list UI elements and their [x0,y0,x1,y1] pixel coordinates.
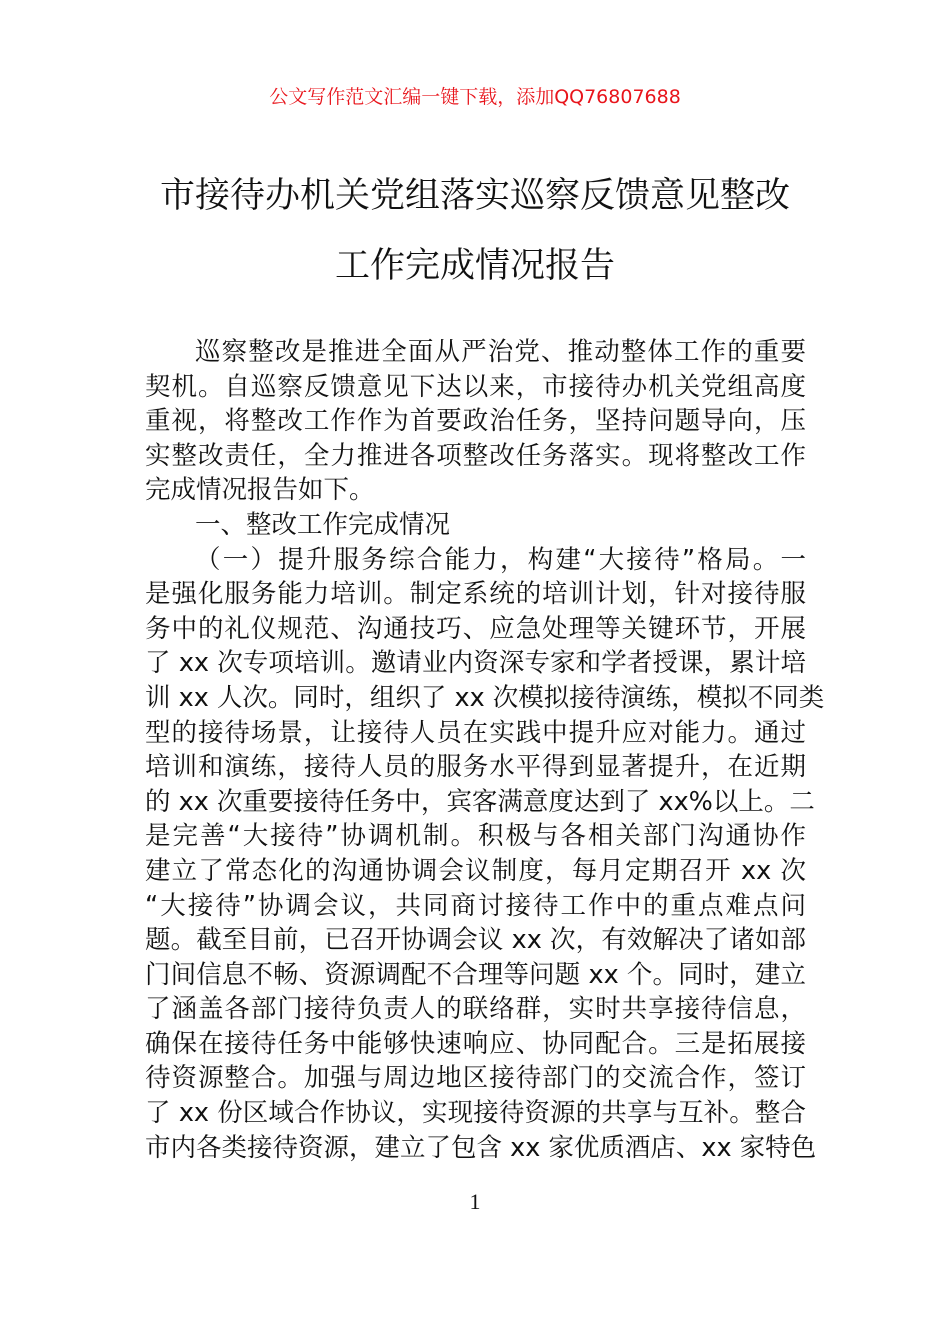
body-line: 市内各类接待资源，建立了包含 xx 家优质酒店、xx 家特色 [145,1132,817,1163]
download-banner: 公文写作范文汇编一键下载，添加QQ76807688 [269,86,681,108]
body-line: 是强化服务能力培训。制定系统的培训计划，针对接待服 [145,579,806,610]
body-line: 契机。自巡察反馈意见下达以来，市接待办机关党组高度 [145,371,806,402]
document-title-line-2: 工作完成情况报告 [334,246,615,286]
body-line: 重视，将整改工作作为首要政治任务，坚持问题导向，压 [145,406,806,437]
body-line: 的 xx 次重要接待任务中，宾客满意度达到了 xx%以上。二 [145,786,815,817]
body-line: 完成情况报告如下。 [145,475,375,506]
body-line: 题。截至目前，已召开协调会议 xx 次，有效解决了诸如部 [145,925,806,956]
body-line: 训 xx 人次。同时，组织了 xx 次模拟接待演练，模拟不同类 [145,682,825,713]
body-line: 待资源整合。加强与周边地区接待部门的交流合作，签订 [145,1063,806,1094]
body-line: 是完善“大接待”协调机制。积极与各相关部门沟通协作 [145,821,806,852]
body-line: 建立了常态化的沟通协调会议制度，每月定期召开 xx 次 [145,855,806,886]
body-line: 实整改责任，全力推进各项整改任务落实。现将整改工作 [145,440,806,471]
body-line: 务中的礼仪规范、沟通技巧、应急处理等关键环节，开展 [145,613,806,644]
body-line: 了 xx 份区域合作协议，实现接待资源的共享与互补。整合 [145,1098,806,1129]
body-line: 巡察整改是推进全面从严治党、推动整体工作的重要 [195,337,806,367]
body-line: 门间信息不畅、资源调配不合理等问题 xx 个。同时，建立 [145,959,806,990]
document-body [145,335,825,1165]
page-number: 1 [469,1189,481,1214]
body-line: 确保在接待任务中能够快速响应、协同配合。三是拓展接 [145,1028,806,1059]
body-line: 培训和演练，接待人员的服务水平得到显著提升，在近期 [145,752,806,783]
body-line: “大接待”协调会议，共同商讨接待工作中的重点难点问 [145,890,806,921]
body-line: 型的接待场景，让接待人员在实践中提升应对能力。通过 [145,717,806,748]
body-line: （一）提升服务综合能力，构建“大接待”格局。一 [195,544,806,575]
document-title-line-1: 市接待办机关党组落实巡察反馈意见整改 [159,176,790,216]
body-line: 了 xx 次专项培训。邀请业内资深专家和学者授课，累计培 [145,648,806,679]
body-line: 了涵盖各部门接待负责人的联络群，实时共享接待信息， [145,994,806,1025]
section-heading: 一、整改工作完成情况 [195,509,451,540]
